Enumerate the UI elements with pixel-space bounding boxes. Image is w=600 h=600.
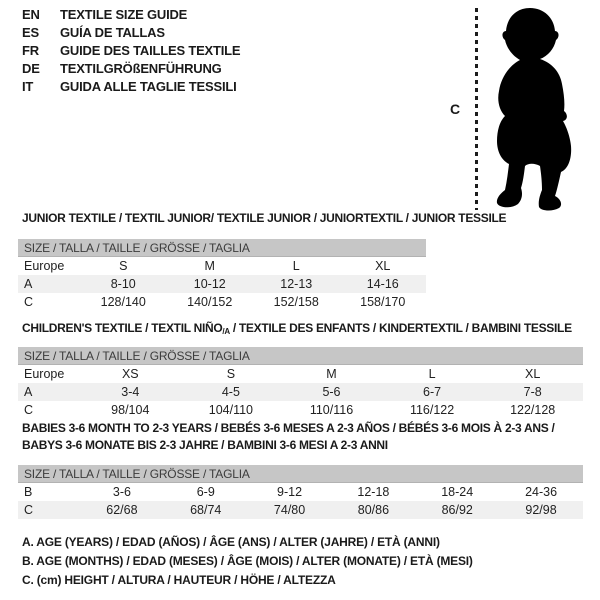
row-label: A — [24, 277, 33, 291]
guide-title: GUIDA ALLE TAGLIE TESSILI — [60, 79, 237, 94]
babies-title-line2: BABYS 3-6 MONATE BIS 2-3 JAHRE / BAMBINI 3-6 MESI A 2-3 ANNI — [22, 438, 388, 452]
title-row-es — [22, 24, 240, 42]
height-value: 98/104 — [111, 403, 150, 417]
height-measure-dashed-line — [475, 8, 478, 210]
table-row-months — [18, 483, 583, 501]
size-value: XS — [121, 367, 139, 381]
table-row-age — [18, 275, 426, 293]
height-value: 158/170 — [360, 295, 406, 309]
height-value: 68/74 — [190, 503, 222, 517]
guide-title: TEXTILE SIZE GUIDE — [60, 7, 188, 22]
height-value: 92/98 — [525, 503, 557, 517]
lang-code: EN — [22, 7, 40, 22]
height-value: 122/128 — [510, 403, 556, 417]
junior-size-table — [18, 239, 426, 311]
age-value: 5-6 — [322, 385, 341, 399]
months-value: 3-6 — [112, 485, 131, 499]
height-value: 86/92 — [441, 503, 473, 517]
lang-code: DE — [22, 61, 40, 76]
legend-age-years: A. AGE (YEARS) / EDAD (AÑOS) / ÂGE (ANS) / ALTER (JAHRE) / ETÀ (ANNI) — [22, 535, 440, 549]
height-value: 104/110 — [208, 403, 254, 417]
age-value: 14-16 — [366, 277, 399, 291]
table-row-europe — [18, 257, 426, 275]
row-label: A — [24, 385, 33, 399]
title-row-de — [22, 60, 240, 78]
age-value: 12-13 — [280, 277, 313, 291]
row-label: Europe — [24, 259, 65, 273]
size-header-bar: SIZE / TALLA / TAILLE / GRÖSSE / TAGLIA — [18, 465, 583, 483]
age-value: 3-4 — [121, 385, 140, 399]
title-row-it — [22, 78, 240, 96]
size-value: M — [204, 259, 215, 273]
table-row-height — [18, 401, 583, 419]
junior-section-title: JUNIOR TEXTILE / TEXTIL JUNIOR/ TEXTILE JUNIOR / JUNIORTEXTIL / JUNIOR TESSILE — [22, 211, 507, 225]
children-title-rest: / TEXTILE DES ENFANTS / KINDERTEXTIL / BAMBINI TESSILE — [229, 321, 572, 335]
legend-age-months: B. AGE (MONTHS) / EDAD (MESES) / ÂGE (MOIS) / ALTER (MONATE) / ETÀ (MESI) — [22, 554, 473, 568]
size-header-bar: SIZE / TALLA / TAILLE / GRÖSSE / TAGLIA — [18, 239, 426, 257]
age-value: 8-10 — [110, 277, 136, 291]
row-label: C — [24, 503, 34, 517]
table-row-height — [18, 293, 426, 311]
row-label: C — [24, 403, 34, 417]
age-value: 4-5 — [221, 385, 240, 399]
height-value: 62/68 — [106, 503, 138, 517]
legend-block — [22, 533, 473, 590]
lang-code: IT — [22, 79, 34, 94]
height-value: 128/140 — [100, 295, 146, 309]
children-size-table — [18, 347, 583, 419]
size-value: L — [428, 367, 436, 381]
months-value: 6-9 — [196, 485, 215, 499]
size-value: XL — [525, 367, 541, 381]
row-label: Europe — [24, 367, 65, 381]
size-value: M — [326, 367, 337, 381]
toddler-silhouette-image — [482, 4, 578, 212]
age-value: 7-8 — [523, 385, 542, 399]
size-value: S — [119, 259, 128, 273]
height-value: 116/122 — [409, 403, 455, 417]
title-row-fr — [22, 42, 240, 60]
lang-code: ES — [22, 25, 39, 40]
size-value: XL — [375, 259, 391, 273]
months-value: 9-12 — [277, 485, 303, 499]
babies-title-line1: BABIES 3-6 MONTH TO 2-3 YEARS / BEBÉS 3-6 MESES A 2-3 AÑOS / BÉBÉS 3-6 MOIS À 2-3 ANS / — [22, 421, 555, 435]
row-label: B — [24, 485, 33, 499]
table-row-europe — [18, 365, 583, 383]
height-measure-label: C — [450, 101, 461, 117]
age-value: 10-12 — [193, 277, 226, 291]
row-label: C — [24, 295, 34, 309]
children-title-main: CHILDREN'S TEXTILE / TEXTIL NIÑO — [22, 321, 223, 335]
language-title-block — [22, 6, 240, 96]
table-row-age — [18, 383, 583, 401]
legend-height: C. (cm) HEIGHT / ALTURA / HAUTEUR / HÖHE / ALTEZZA — [22, 573, 336, 587]
age-value: 6-7 — [423, 385, 442, 399]
guide-title: GUIDE DES TAILLES TEXTILE — [60, 43, 241, 58]
size-value: S — [226, 367, 236, 381]
height-value: 110/116 — [309, 403, 354, 417]
guide-title: TEXTILGRÖßENFÜHRUNG — [60, 61, 222, 76]
children-title-sub: /A — [222, 327, 230, 336]
title-row-en — [22, 6, 240, 24]
table-row-height — [18, 501, 583, 519]
months-value: 24-36 — [525, 485, 558, 499]
size-value: L — [292, 259, 300, 273]
height-value: 74/80 — [273, 503, 306, 517]
children-section-title — [22, 321, 572, 336]
height-value: 80/86 — [357, 503, 390, 517]
height-value: 140/152 — [187, 295, 233, 309]
guide-title: GUÍA DE TALLAS — [60, 25, 165, 40]
months-value: 12-18 — [357, 485, 390, 499]
size-header-bar: SIZE / TALLA / TAILLE / GRÖSSE / TAGLIA — [18, 347, 583, 365]
lang-code: FR — [22, 43, 39, 58]
babies-section-title — [22, 420, 554, 454]
months-value: 18-24 — [441, 485, 474, 499]
height-value: 152/158 — [273, 295, 319, 309]
babies-size-table — [18, 465, 583, 519]
